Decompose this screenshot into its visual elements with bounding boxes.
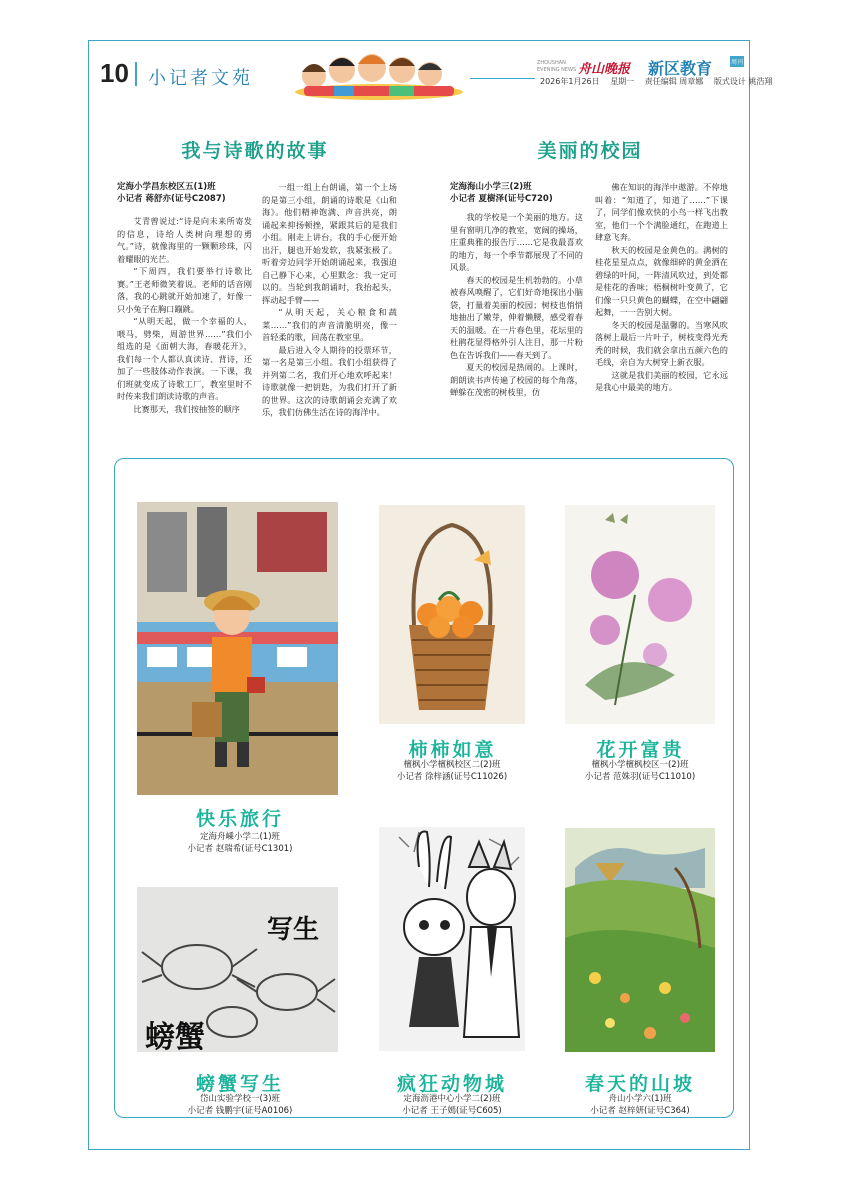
artist-school: 檀枫小学檀枫校区二(2)班 (403, 760, 501, 770)
article-paragraph: “从明天起，做一个幸福的人，喂马，劈柴，周游世界……”我们小组选的是《面朝大海，春暖花开》，我们每一个人都认真读诗、背诗，还加了一些肢体动作表演。一下课，我们班就变成了诗歌工厂，教室里时不时传来我们朗读诗歌的声音。 (117, 316, 252, 401)
artwork-credit (372, 759, 532, 783)
article-byline (450, 181, 590, 205)
article-paragraph: 春天的校园是生机勃勃的。小草被春风唤醒了，它们好奇地探出小脑袋，打量着美丽的校园；树枝也悄悄地抽出了嫩芽，伸着懒腰，感受着春天的温暖。在一片春色里，花坛里的杜鹃花显得格外引人注目，那一片粉色在告诉我们——春天到了。 (450, 274, 583, 360)
article-paragraph: 这就是我们美丽的校园，它永远是我心中最美的地方。 (595, 369, 728, 392)
article-column (117, 215, 252, 415)
article-paragraph: 比赛那天，我们按抽签的顺序 (133, 403, 240, 414)
author-school: 定海小学昌东校区五(1)班 (117, 182, 216, 192)
artwork-title: 疯狂动物城 (396, 1073, 507, 1095)
artwork-title: 柿柿如意 (408, 739, 497, 761)
author-reporter: 小记者 夏樹泽(证号C720) (450, 194, 553, 204)
author-reporter: 小记者 蒋舒亦(证号C2087) (117, 194, 226, 204)
artwork-title: 花开富贵 (596, 739, 685, 761)
article-paragraph: 冬天的校园是温馨的。当寒风吹落树上最后一片叶子，树枝变得光秃秃的时候，我们就会拿出五颜六色的毛线，亲自为大树穿上新衣服。 (595, 319, 728, 367)
artwork-credit (560, 1093, 720, 1117)
layout-designer: 版式设计 姚浩翔 (713, 77, 773, 86)
artist-reporter: 小记者 赵瑞希(证号C1301) (187, 844, 293, 854)
article-paragraph: 我的学校是一个美丽的地方。这里有窗明几净的教室，宽阔的操场，庄重典雅的报告厅……它是我最喜欢的地方，每一个季节都展现了不同的风景。 (450, 212, 583, 272)
artist-reporter: 小记者 赵梓妍(证号C364) (590, 1106, 690, 1116)
article-title: 美丽的校园 (537, 140, 643, 162)
artwork-credit (160, 1093, 320, 1117)
issue-meta (540, 76, 780, 87)
drawing-caption-2: 螃蟹 (145, 1020, 205, 1052)
article-paragraph: “从明天起，关心粮食和蔬菜……”我们的声音清脆明亮，像一首轻柔的歌，回荡在教室里。 (262, 307, 397, 342)
artwork-crab-sketch (137, 887, 338, 1052)
article-paragraph: 艾青曾说过:“诗是向未来所寄发的信息，诗给人类树向理想的勇气。”诗，就像海里的一颗颗珍珠，闪着耀眼的光芒。 (117, 216, 252, 264)
edition-tag: 周刊 (730, 56, 744, 67)
artist-school: 定海沥港中心小学二(2)班 (403, 1094, 501, 1104)
article-paragraph: 秋天的校园是金黄色的。满树的桂花星星点点，就像细碎的黄金洒在碧绿的叶间，一阵清风吹过，到处都是桂花的香味；梧桐树叶变黄了，它们像一只只黄色的蝴蝶，在空中翩翩起舞，一一告别大树。 (595, 244, 728, 317)
author-school: 定海海山小学三(2)班 (450, 182, 532, 192)
artwork-zootopia (379, 827, 525, 1051)
responsible-editor: 责任编辑 周章娜 (644, 77, 704, 86)
artist-reporter: 小记者 钱鹏宇(证号A0106) (187, 1106, 293, 1116)
article-column (262, 181, 397, 419)
article-paragraph: 一组一组上台朗诵，第一个上场的是第三小组，朗诵的诗歌是《山和海》。他们精神饱满、声音洪亮，朗诵起来抑扬顿挫，紧跟其后的是我们小组。刚走上讲台，我的手心便开始出汗，腿也开始发软，我紧张极了。听着旁边同学开始朗诵起来，我强迫自己静下心来，心里默念：我一定可以的。当轮到我朗诵时，我抬起头，挥动起手臂—— (262, 182, 397, 305)
paper-name-logo: 舟山晚报 (578, 62, 631, 77)
artwork-title: 快乐旅行 (195, 808, 284, 830)
header-divider (135, 62, 137, 86)
kids-banner-illustration (294, 48, 464, 100)
artist-reporter: 小记者 范姝羽(证号C11010) (584, 772, 696, 782)
article-title: 我与诗歌的故事 (181, 140, 329, 162)
issue-weekday: 星期一 (610, 77, 635, 86)
article-paragraph: 最后进入令人期待的投票环节，第一名是第三小组。我们小组获得了并列第二名，我们开心地欢呼起来！诗歌就像一把钥匙，为我们打开了新的世界。这次的诗歌朗诵会充满了欢乐，我们仿佛生活在诗的海洋中。 (262, 344, 397, 417)
article-paragraph: 佛在知识的海洋中遨游。不停地叫着：“知道了，知道了……”下课了，同学们像欢快的小鸟一样飞出教室，他们一个个满脸通红，在跑道上肆意飞奔。 (595, 182, 728, 242)
header-rule (470, 78, 535, 79)
page-number: 10 (100, 58, 129, 88)
issue-date: 2026年1月26日 (540, 77, 600, 86)
article-byline (117, 181, 257, 205)
artwork-credit (560, 759, 720, 783)
article-column (595, 181, 728, 394)
artwork-happy-travel (137, 502, 338, 795)
article-paragraph: “下周四，我们要举行诗歌比赛。”王老师微笑着说。老师的话音刚落，我的心跳就开始加速了，好像一只小兔子在胸口蹦跳。 (117, 266, 252, 314)
artwork-persimmon (379, 505, 525, 724)
artwork-credit (160, 831, 320, 855)
artwork-blossoms (565, 505, 715, 724)
artwork-title: 螃蟹写生 (195, 1073, 284, 1095)
drawing-caption-1: 写生 (267, 915, 320, 945)
page-header (100, 58, 773, 98)
paper-name-en: ZHOUSHAN EVENING NEWS (537, 60, 577, 73)
artist-school: 岱山实验学校一(3)班 (199, 1094, 281, 1104)
edition-name: 新区教育 (648, 59, 713, 78)
artwork-spring-hillside (565, 828, 715, 1052)
artwork-credit (372, 1093, 532, 1117)
article-column (450, 211, 583, 399)
article-paragraph: 夏天的校园是热闹的。上课时，朗朗读书声传遍了校园的每个角落，蝉躲在茂密的树枝里，仿 (450, 362, 583, 397)
artist-school: 定海舟嵊小学二(1)班 (199, 832, 281, 842)
section-title: 小记者文苑 (148, 68, 253, 89)
artwork-title: 春天的山坡 (584, 1073, 695, 1095)
artist-school: 檀枫小学檀枫校区一(2)班 (591, 760, 689, 770)
artist-school: 舟山小学六(1)班 (608, 1094, 672, 1104)
artist-reporter: 小记者 徐梓涵(证号C11026) (396, 772, 508, 782)
artist-reporter: 小记者 王子嫣(证号C605) (402, 1106, 502, 1116)
